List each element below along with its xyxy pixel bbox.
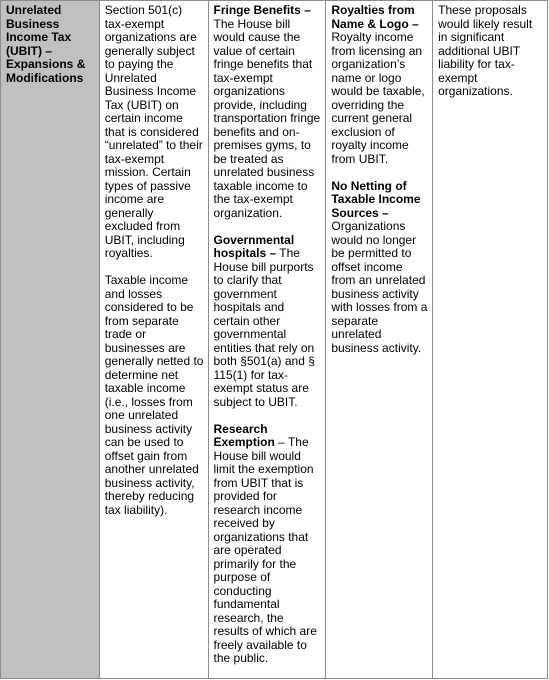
provision-royalties [331, 4, 428, 166]
impact-text: These proposals would likely result in significant additional UBIT liability for tax-exempt organizations. [438, 3, 533, 98]
provision-fringe-benefits [214, 4, 322, 220]
provision-title: Fringe Benefits – [213, 3, 311, 17]
provision-text: Organizations would no longer be permitted to offset income from an unrelated business activity with losses from a separate unrelated business activity. [331, 219, 428, 355]
impact-cell [433, 1, 548, 679]
house-bill-cell-1 [208, 1, 326, 679]
house-bill-cell-2 [326, 1, 433, 679]
provision-no-netting [331, 180, 428, 356]
provision-text: The House bill purports to clarify that government hospitals and certain other governmental entities that rely on both §501(a) and § 115(1) for tax-exempt status are subject to UBIT. [213, 246, 315, 409]
current-law-paragraph: Section 501(c) tax-exempt organizations are generally subject to paying the Unrelated Business Income Tax (UBIT) on certain income that is considered “unrelated” to their tax-exempt mission. Certain types of passive income are generally excluded from UBIT, including royalties. [104, 3, 203, 260]
provision-research-exemption [214, 423, 322, 666]
provision-title: Research Exemption [213, 421, 275, 449]
provision-text: The House bill would cause the value of certain fringe benefits that tax-exempt organizations provide, including transportation fringe benefits and on-premises gyms, to be treated as unrelated business taxable income to the tax-exempt organization. [213, 16, 321, 220]
provision-text: Royalty income from licensing an organization’s name or logo would be taxable, overriding the current general exclusion of royalty income from UBIT. [331, 30, 425, 166]
provision-governmental-hospitals [214, 234, 322, 410]
provision-title: Governmental hospitals – [213, 232, 295, 260]
table-row [1, 1, 548, 679]
provision-text: – The House bill would limit the exemption from UBIT that is provided for research income received by organizations that are operated primarily for the purpose of conducting fundamental research, the results of which are freely available to the public. [213, 435, 317, 665]
row-heading-cell [1, 1, 100, 679]
provision-title: Royalties from Name & Logo – [331, 3, 419, 31]
current-law-cell [99, 1, 208, 679]
current-law-paragraph: Taxable income and losses considered to be from separate trade or businesses are generally netted to determine net taxable income (i.e., losses from one unrelated business activity can be used to offset gain from another unrelated business activity, thereby reducing tax liability). [104, 273, 204, 517]
row-heading: Unrelated Business Income Tax (UBIT) – Expansions & Modifications [6, 3, 86, 85]
provision-title: No Netting of Taxable Income Sources – [331, 178, 421, 220]
